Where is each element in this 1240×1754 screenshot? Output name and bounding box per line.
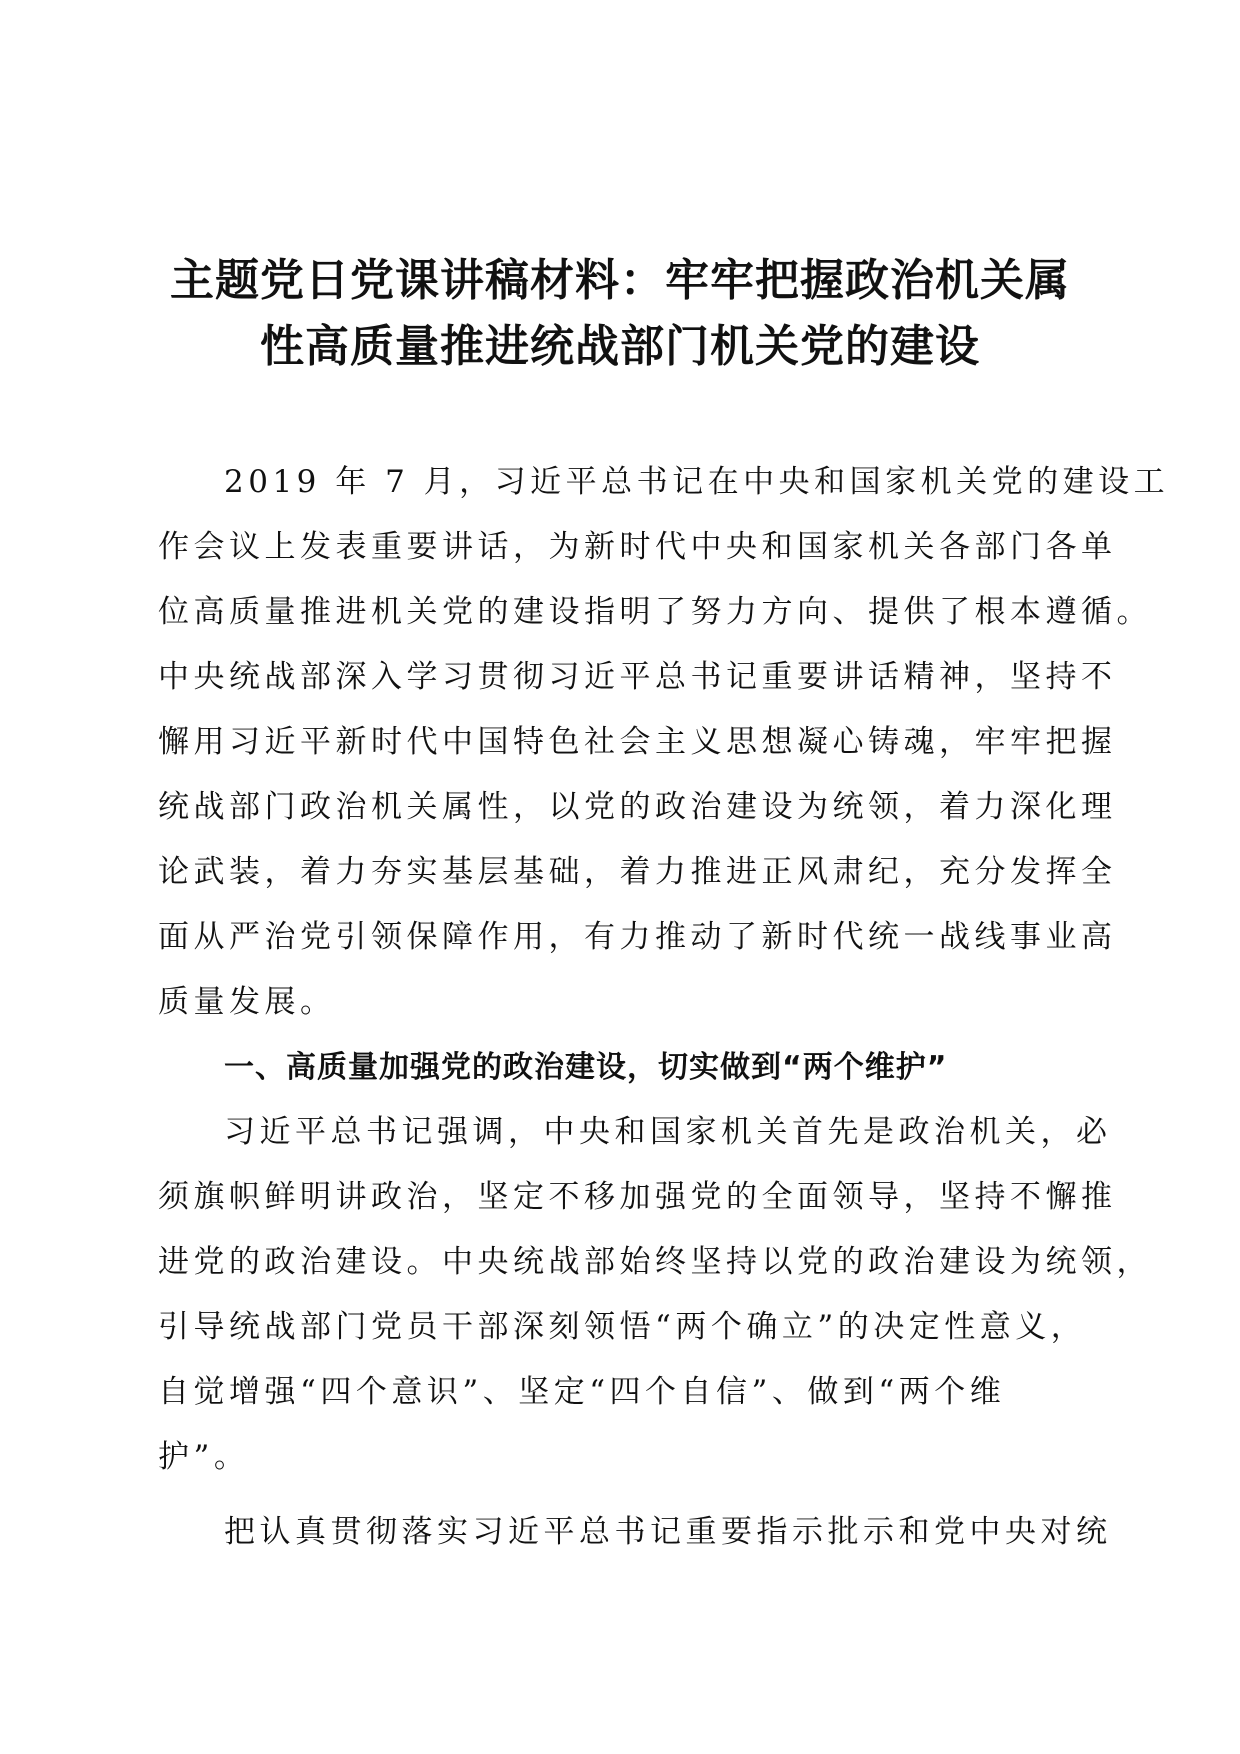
paragraph-line: 2019 年 7 月，习近平总书记在中央和国家机关党的建设工 xyxy=(224,464,1170,500)
paragraph-line: 进党的政治建设。中央统战部始终坚持以党的政治建设为统领， xyxy=(158,1244,1152,1280)
section-paragraph xyxy=(158,1500,1112,1565)
paragraph-line: 自觉增强“四个意识”、坚定“四个自信”、做到“两个维 xyxy=(158,1374,1006,1410)
paragraph-line: 引导统战部门党员干部深刻领悟“两个确立”的决定性意义， xyxy=(158,1309,1087,1345)
intro-paragraph xyxy=(158,450,1170,1035)
paragraph-line: 把认真贯彻落实习近平总书记重要指示批示和党中央对统 xyxy=(224,1514,1112,1550)
section-paragraph xyxy=(158,1100,1152,1490)
paragraph-line: 懈用习近平新时代中国特色社会主义思想凝心铸魂，牢牢把握 xyxy=(158,724,1117,760)
paragraph-line: 面从严治党引领保障作用，有力推动了新时代统一战线事业高 xyxy=(158,919,1117,955)
paragraph-line: 中央统战部深入学习贯彻习近平总书记重要讲话精神，坚持不 xyxy=(158,659,1117,695)
document-title xyxy=(140,248,1100,380)
paragraph-line: 质量发展。 xyxy=(158,984,336,1020)
title-line: 性高质量推进统战部门机关党的建设 xyxy=(260,321,980,372)
paragraph-line: 位高质量推进机关党的建设指明了努力方向、提供了根本遵循。 xyxy=(158,594,1152,630)
paragraph-line: 统战部门政治机关属性，以党的政治建设为统领，着力深化理 xyxy=(158,789,1117,825)
paragraph-line: 护”。 xyxy=(158,1439,250,1475)
paragraph-line: 须旗帜鲜明讲政治，坚定不移加强党的全面领导，坚持不懈推 xyxy=(158,1179,1117,1215)
paragraph-line: 习近平总书记强调，中央和国家机关首先是政治机关，必 xyxy=(224,1114,1112,1150)
paragraph-line: 论武装，着力夯实基层基础，着力推进正风肃纪，充分发挥全 xyxy=(158,854,1117,890)
section-heading: 一、高质量加强党的政治建设，切实做到“两个维护” xyxy=(224,1050,948,1085)
title-line: 主题党日党课讲稿材料：牢牢把握政治机关属 xyxy=(170,255,1070,306)
paragraph-line: 作会议上发表重要讲话，为新时代中央和国家机关各部门各单 xyxy=(158,529,1117,565)
